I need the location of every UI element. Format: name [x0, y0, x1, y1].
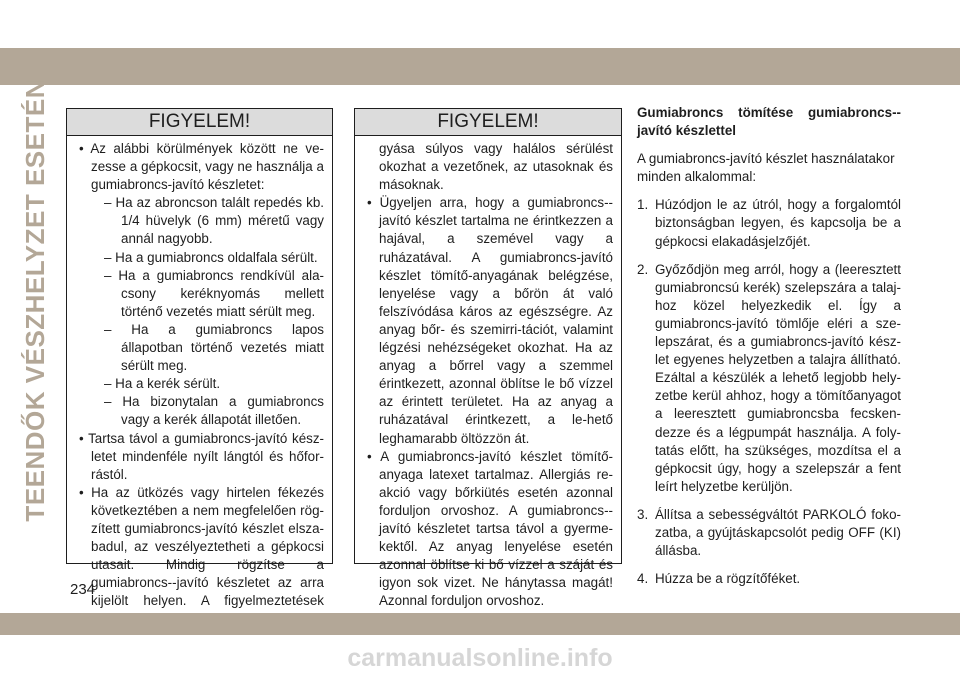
warning-line: – Ha a gumiabroncs lapos állapotban történő vezetés miatt sérült meg.	[104, 321, 324, 374]
warning-title-2: FIGYELEM!	[355, 109, 621, 136]
step-item	[637, 570, 901, 588]
warning-line: • Az alábbi körülmények között ne ve-zesse a gépkocsit, vagy ne használja a gumiabroncs-javító készletet:	[79, 141, 324, 193]
page-number: 234	[70, 581, 96, 598]
warning-line: – Ha a gumiabroncs rendkívül ala-csony keréknyomás mellett történő vezetés miatt sérült meg.	[104, 267, 324, 319]
step-number: 3.	[637, 506, 649, 522]
step-number: 1.	[637, 197, 649, 213]
warning-line: – Ha a kerék sérült.	[104, 376, 221, 392]
warning-line: • Ha az ütközés vagy hirtelen fékezés következtében a nem megfelelően rög-zített gumiabroncs-javító készlet elsza-badul, az veszélyeztetheti a gépkocsi utasait. Mindig rögzítse a gumiabroncs--javító készletet az arra kijelölt helyen. A figyelmeztetések	[79, 484, 324, 609]
footer-band	[0, 613, 960, 635]
warning-title-1: FIGYELEM!	[67, 109, 332, 136]
warning-line: – Ha a gumiabroncs oldalfala sérült.	[104, 249, 318, 265]
section-side-title: TEENDŐK VÉSZHELYZET ESETÉN	[19, 78, 50, 522]
step-item	[637, 261, 901, 496]
step-number: 2.	[637, 261, 649, 277]
warning-box-2	[354, 108, 622, 609]
instructions-column	[637, 104, 901, 598]
step-text: Állítsa a sebességváltót PARKOLÓ foko-zatba, a gyújtáskapcsolót pedig OFF (KI) állásba.	[655, 506, 901, 559]
step-text: Húzódjon le az útról, hogy a forgalomtól biztonságban legyen, és kapcsolja be a gépkocsi elakadásjelzőjét.	[655, 197, 901, 249]
header-band	[0, 48, 960, 85]
step-item	[637, 506, 901, 560]
intro-text: A gumiabroncs-javító készlet használatakor minden alkalommal:	[637, 151, 895, 185]
warning-line: • Ügyeljen arra, hogy a gumiabroncs--javító készlet tartalma ne érintkezzen a hajával, a szemével vagy a ruházatával. A gumiabroncs-javító készlet tömítő-anyagának belégzése, lenyelése vagy a bőrön át való felszívódása káros az egészségre. Az anyag bőr- és szemirri-tációt, valamint légzési nehézségeket okozhat. Ha az anyag a bőrrel vagy a szemmel érintkezett, azonnal öblítse le bő vízzel az érintett területet. Ha az anyag a ruházatával érintkezett, a le-hető leghamarabb öltözzön át.	[367, 195, 613, 446]
step-item	[637, 196, 901, 250]
warning-line: – Ha az abroncson talált repedés kb. 1/4 hüvelyk (6 mm) méretű vagy annál nagyobb.	[104, 195, 324, 247]
step-text: Győződjön meg arról, hogy a (leeresztett gumiabroncsú kerék) szelepszára a talaj-hoz közel helyezkedik el. Így a gumiabroncs-javító tömlője eléri a sze-lepszárat, és a gumiabroncs-javító kész-let egyenes helyzetben a talajra állítható. Ezáltal a készülék a lehető legjobb hely-zetbe kerül ahhoz, hogy a tömítőanyagot a leeresztett gumiabroncsba fecsken-dezze és a légpumpát használja. A foly-tatás előtt, ha szükséges, mozdítsa el a gépkocsit úgy, hogy a szelepszár a fent leírt helyzetbe kerüljön.	[655, 261, 901, 494]
step-number: 4.	[637, 571, 649, 587]
step-text: Húzza be a rögzítőféket.	[655, 571, 801, 587]
warning-line: • A gumiabroncs-javító készlet tömítő-anyaga latexet tartalmaz. Allergiás re-akció vagy bőrkiütés esetén azonnal forduljon orvoshoz. A gumiabroncs--javító készletet tartsa távol a gyerme-kektől. Az anyag lenyelése esetén azonnal öblítse ki bő vízzel a száját és igyon sok vizet. Ne hánytassa magát! Azonnal forduljon orvoshoz.	[367, 448, 613, 609]
warning-line: – Ha bizonytalan a gumiabroncs vagy a kerék állapotát illetően.	[104, 394, 324, 428]
warning-body-1	[67, 136, 332, 629]
warning-line: gyása súlyos vagy halálos sérülést okozhat a vezetőnek, az utasoknak és másoknak.	[379, 141, 613, 193]
section-heading: Gumiabroncs tömítése gumiabroncs--javító készlettel	[637, 105, 901, 139]
watermark: carmanualsonline.info	[347, 644, 613, 672]
warning-body-2	[355, 136, 621, 610]
warning-line: • Tartsa távol a gumiabroncs-javító kész-letet mindenféle nyílt lángtól és hőfor-rástól.	[79, 430, 324, 482]
